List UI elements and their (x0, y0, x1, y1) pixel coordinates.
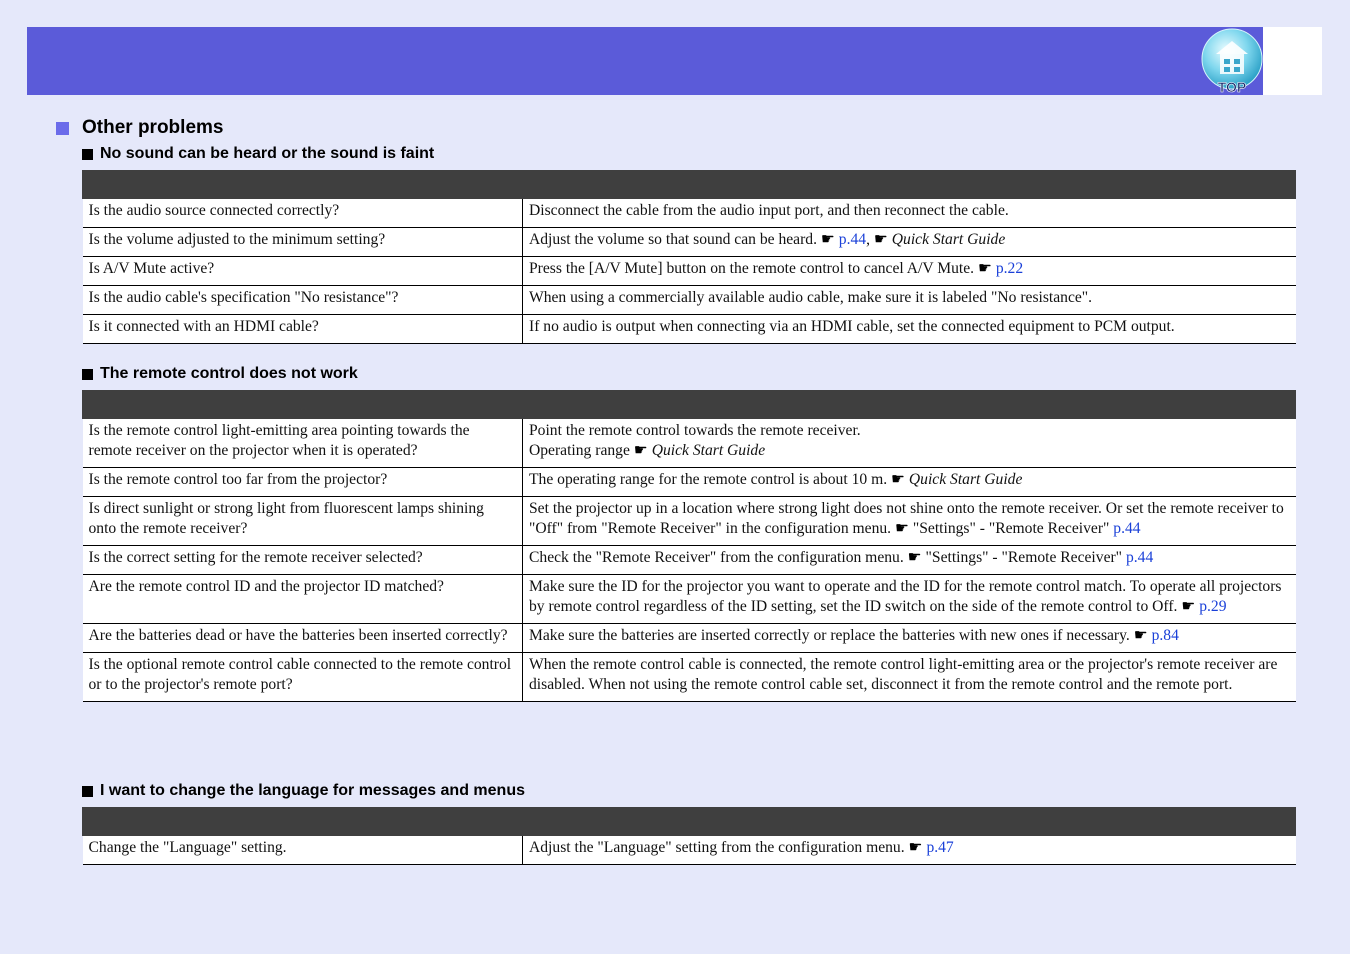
page-link[interactable]: p.44 (838, 231, 867, 248)
check-cell: Is the audio source connected correctly? (83, 199, 523, 228)
guide-reference: Quick Start Guide (908, 471, 1023, 488)
reference-hand-icon: ☛ (873, 231, 888, 248)
reference-hand-icon: ☛ (1133, 627, 1148, 644)
remedy-cell: Check the "Remote Receiver" from the configuration menu. ☛ "Settings" - "Remote Receiver" p.44 (523, 546, 1296, 575)
table-row (83, 624, 1296, 653)
reference-hand-icon: ☛ (894, 520, 909, 537)
table-header-row (83, 171, 1296, 199)
reference-hand-icon: ☛ (891, 471, 905, 488)
table-row (83, 468, 1296, 497)
troubleshoot-table-remote (82, 390, 1296, 702)
subsection-title: No sound can be heard or the sound is faint (82, 144, 434, 164)
check-cell: Change the "Language" setting. (83, 836, 523, 865)
check-cell: Is the remote control too far from the projector? (83, 468, 523, 497)
table-row (83, 199, 1296, 228)
table-row (83, 575, 1296, 624)
page-link[interactable]: p.22 (995, 260, 1024, 277)
remedy-cell: When using a commercially available audio cable, make sure it is labeled "No resistance". (523, 286, 1296, 315)
check-cell: Is direct sunlight or strong light from fluorescent lamps shining onto the remote receiver? (83, 497, 523, 546)
check-cell: Is the volume adjusted to the minimum setting? (83, 228, 523, 257)
check-cell: Is it connected with an HDMI cable? (83, 315, 523, 344)
troubleshoot-table-sound (82, 170, 1296, 344)
remedy-cell: Press the [A/V Mute] button on the remote control to cancel A/V Mute. ☛ p.22 (523, 257, 1296, 286)
table-row (83, 836, 1296, 865)
remedy-cell: Make sure the ID for the projector you want to operate and the ID for the remote control match. To operate all projectors by remote control regardless of the ID setting, set the ID switch on the side of the remote control to Off. ☛ p.29 (523, 575, 1296, 624)
page-link[interactable]: p.84 (1151, 627, 1179, 644)
remedy-cell: Adjust the volume so that sound can be heard. ☛ p.44, ☛ Quick Start Guide (523, 228, 1296, 257)
check-cell: Is the remote control light-emitting area pointing towards the remote receiver on the projector when it is operated? (83, 419, 523, 468)
guide-reference: Quick Start Guide (891, 231, 1006, 248)
remedy-cell: Point the remote control towards the remote receiver. Operating range ☛ Quick Start Guide (523, 419, 1296, 468)
check-cell: Is the audio cable's specification "No resistance"? (83, 286, 523, 315)
table-row (83, 286, 1296, 315)
remedy-cell: Set the projector up in a location where strong light does not shine onto the remote receiver. Or set the remote receiver to "Off" from "Remote Receiver" in the configuration menu. ☛ "Settings" - "Remote Receiver" p.44 (523, 497, 1296, 546)
remedy-cell: The operating range for the remote control is about 10 m. ☛ Quick Start Guide (523, 468, 1296, 497)
troubleshoot-table-language (82, 807, 1296, 865)
reference-hand-icon: ☛ (633, 442, 648, 459)
table-row (83, 653, 1296, 702)
page-link[interactable]: p.29 (1199, 598, 1227, 615)
section-bullet-icon (56, 122, 69, 135)
reference-hand-icon: ☛ (1181, 598, 1196, 615)
table-row (83, 419, 1296, 468)
table-header-row (83, 808, 1296, 836)
remedy-cell: Disconnect the cable from the audio input port, and then reconnect the cable. (523, 199, 1296, 228)
square-bullet-icon (82, 786, 93, 797)
reference-hand-icon: ☛ (908, 839, 923, 856)
section-title-text: Other problems (82, 117, 224, 138)
page-link[interactable]: p.47 (926, 839, 954, 856)
top-button[interactable] (1200, 28, 1264, 94)
check-cell: Is the correct setting for the remote receiver selected? (83, 546, 523, 575)
header-band (27, 27, 1263, 95)
check-cell: Is A/V Mute active? (83, 257, 523, 286)
square-bullet-icon (82, 369, 93, 380)
table-row (83, 228, 1296, 257)
remedy-cell: Make sure the batteries are inserted correctly or replace the batteries with new ones if necessary. ☛ p.84 (523, 624, 1296, 653)
remedy-cell: When the remote control cable is connected, the remote control light-emitting area or the projector's remote receiver are disabled. When not using the remote control cable set, disconnect it from the remote control and the remote port. (523, 653, 1296, 702)
remedy-cell: If no audio is output when connecting via an HDMI cable, set the connected equipment to PCM output. (523, 315, 1296, 344)
page-link[interactable]: p.44 (1113, 520, 1141, 537)
page-link[interactable]: p.44 (1125, 549, 1154, 566)
check-cell: Are the remote control ID and the projector ID matched? (83, 575, 523, 624)
table-header-row (83, 391, 1296, 419)
reference-hand-icon: ☛ (907, 549, 922, 566)
top-button-label: TOP (1217, 79, 1247, 94)
section-title (56, 116, 223, 140)
reference-hand-icon: ☛ (977, 260, 992, 277)
home-icon (1200, 28, 1264, 94)
table-row (83, 315, 1296, 344)
header-right-panel (1263, 27, 1322, 95)
check-cell: Is the optional remote control cable connected to the remote control or to the projector's remote port? (83, 653, 523, 702)
remedy-cell: Adjust the "Language" setting from the configuration menu. ☛ p.47 (523, 836, 1296, 865)
table-row (83, 546, 1296, 575)
table-row (83, 497, 1296, 546)
subsection-title: The remote control does not work (82, 364, 358, 384)
check-cell: Are the batteries dead or have the batteries been inserted correctly? (83, 624, 523, 653)
guide-reference: Quick Start Guide (651, 442, 766, 459)
square-bullet-icon (82, 149, 93, 160)
subsection-title: I want to change the language for messages and menus (82, 781, 525, 801)
reference-hand-icon: ☛ (820, 231, 835, 248)
table-row (83, 257, 1296, 286)
